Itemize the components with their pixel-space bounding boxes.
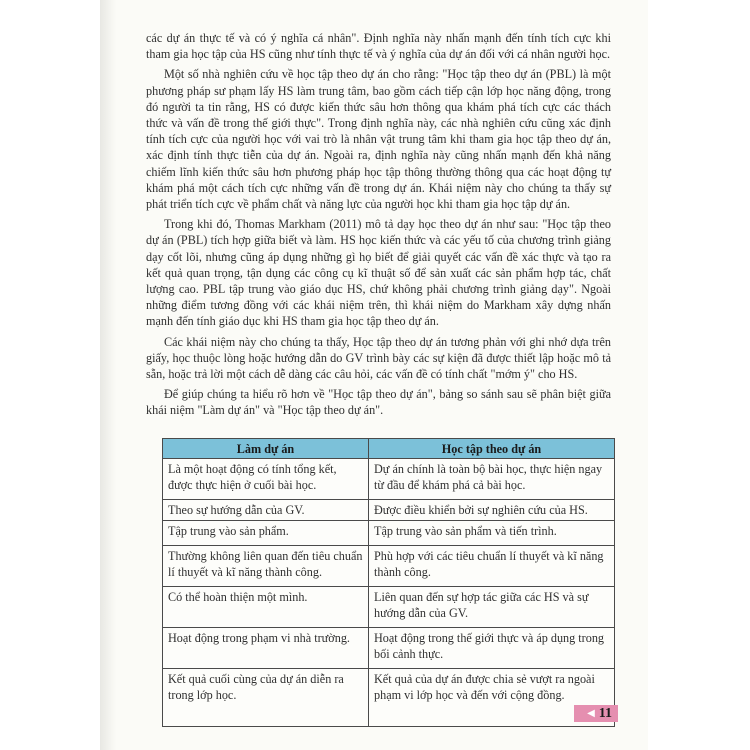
page-number: 11 xyxy=(598,705,612,721)
table-cell: Kết quả cuối cùng của dự án diễn ra trong lớp học. xyxy=(163,669,369,727)
header-hoc-tap-theo-du-an: Học tập theo dự án xyxy=(369,439,615,459)
paragraph-table-intro: Để giúp chúng ta hiểu rõ hơn về "Học tập theo dự án", bảng so sánh sau sẽ phân biệt giữa khái niệm "Làm dự án" và "Học tập theo dự án". xyxy=(146,387,611,418)
table-cell: Hoạt động trong phạm vi nhà trường. xyxy=(163,628,369,669)
comparison-table xyxy=(162,438,615,727)
triangle-left-icon: ◀ xyxy=(587,708,595,719)
table-cell: Dự án chính là toàn bộ bài học, thực hiện ngay từ đầu để khám phá cả bài học. xyxy=(369,459,615,500)
table-row xyxy=(163,628,615,669)
paragraph-continuation: các dự án thực tế và có ý nghĩa cá nhân". Định nghĩa này nhấn mạnh đến tính tích cực khi tham gia học tập của HS cũng như tính thực tế và ý nghĩa của dự án đối với cá nhân người học. xyxy=(146,31,611,62)
table-header-row xyxy=(163,439,615,459)
table-row xyxy=(163,521,615,546)
table-row xyxy=(163,459,615,500)
table-row xyxy=(163,500,615,521)
table-cell: Tập trung vào sản phẩm. xyxy=(163,521,369,546)
paragraph-pbl-definition: Một số nhà nghiên cứu về học tập theo dự án cho rằng: "Học tập theo dự án (PBL) là một phương pháp sư phạm lấy HS làm trung tâm, bao gồm cách tiếp cận lớp học năng động, trong đó người ta tin rằng, HS có được kiến thức sâu hơn thông qua khám phá tích cực các thách thức và vấn đề trong thế giới thực". Trong định nghĩa này, các nhà nghiên cứu cũng xác định tính tích cực của người học với vai trò là nhân vật trung tâm khi tham gia học tập theo dự án, xác định tính thực tiễn của dự án. Ngoài ra, định nghĩa này cũng nhấn mạnh đến khả năng chiếm lĩnh kiến thức sâu hơn phương pháp học tập thông thường thông qua các hoạt động tự khám phá một cách tích cực những vấn đề trong dự án. Khái niệm này cho chúng ta thấy sự phát triển tích cực về phẩm chất và năng lực của người học khi tham gia học tập dự án. xyxy=(146,67,611,212)
page-number-tab xyxy=(574,705,618,722)
table-cell: Hoạt động trong thế giới thực và áp dụng trong bối cảnh thực. xyxy=(369,628,615,669)
header-lam-du-an: Làm dự án xyxy=(163,439,369,459)
table-cell: Tập trung vào sản phẩm và tiến trình. xyxy=(369,521,615,546)
table-cell: Theo sự hướng dẫn của GV. xyxy=(163,500,369,521)
book-spine-shadow xyxy=(100,0,116,750)
table-cell: Liên quan đến sự hợp tác giữa các HS và sự hướng dẫn của GV. xyxy=(369,587,615,628)
table-cell: Có thể hoàn thiện một mình. xyxy=(163,587,369,628)
table-row xyxy=(163,669,615,727)
table-row xyxy=(163,546,615,587)
table-cell: Được điều khiển bởi sự nghiên cứu của HS. xyxy=(369,500,615,521)
table-row xyxy=(163,587,615,628)
table-cell: Kết quả của dự án được chia sẻ vượt ra ngoài phạm vi lớp học và đến với cộng đồng. xyxy=(369,669,615,727)
paragraph-markham: Trong khi đó, Thomas Markham (2011) mô tả dạy học theo dự án như sau: "Học tập theo dự án (PBL) tích hợp giữa biết và làm. HS học kiến thức và các yếu tố của chương trình giảng dạy cốt lõi, nhưng cũng áp dụng những gì họ biết để giải quyết các vấn đề xác thực và tạo ra kết quả quan trọng, tận dụng các công cụ kĩ thuật số để sản xuất các sản phẩm hợp tác, chất lượng cao. PBL tập trung vào giáo dục HS, chứ không phải chương trình giảng dạy". Ngoài những điểm tương đồng với các khái niệm trên, thì khái niệm do Markham xây dựng nhấn mạnh đến tính giáo dục khi HS tham gia học tập theo dự án. xyxy=(146,217,611,329)
table-cell: Phù hợp với các tiêu chuẩn lí thuyết và kĩ năng thành công. xyxy=(369,546,615,587)
table-cell: Thường không liên quan đến tiêu chuẩn lí thuyết và kĩ năng thành công. xyxy=(163,546,369,587)
paragraph-contrast: Các khái niệm này cho chúng ta thấy, Học tập theo dự án tương phản với ghi nhớ dựa trên giấy, học thuộc lòng hoặc hướng dẫn do GV trình bày các sự kiện đã được thiết lập hoặc mô tả sẵn, hoặc trả lời một cách dễ dàng các câu hỏi, các vấn đề có tính chất "mớm ý" cho HS. xyxy=(146,334,611,382)
body-text xyxy=(146,30,611,423)
table-cell: Là một hoạt động có tính tổng kết, được thực hiện ở cuối bài học. xyxy=(163,459,369,500)
